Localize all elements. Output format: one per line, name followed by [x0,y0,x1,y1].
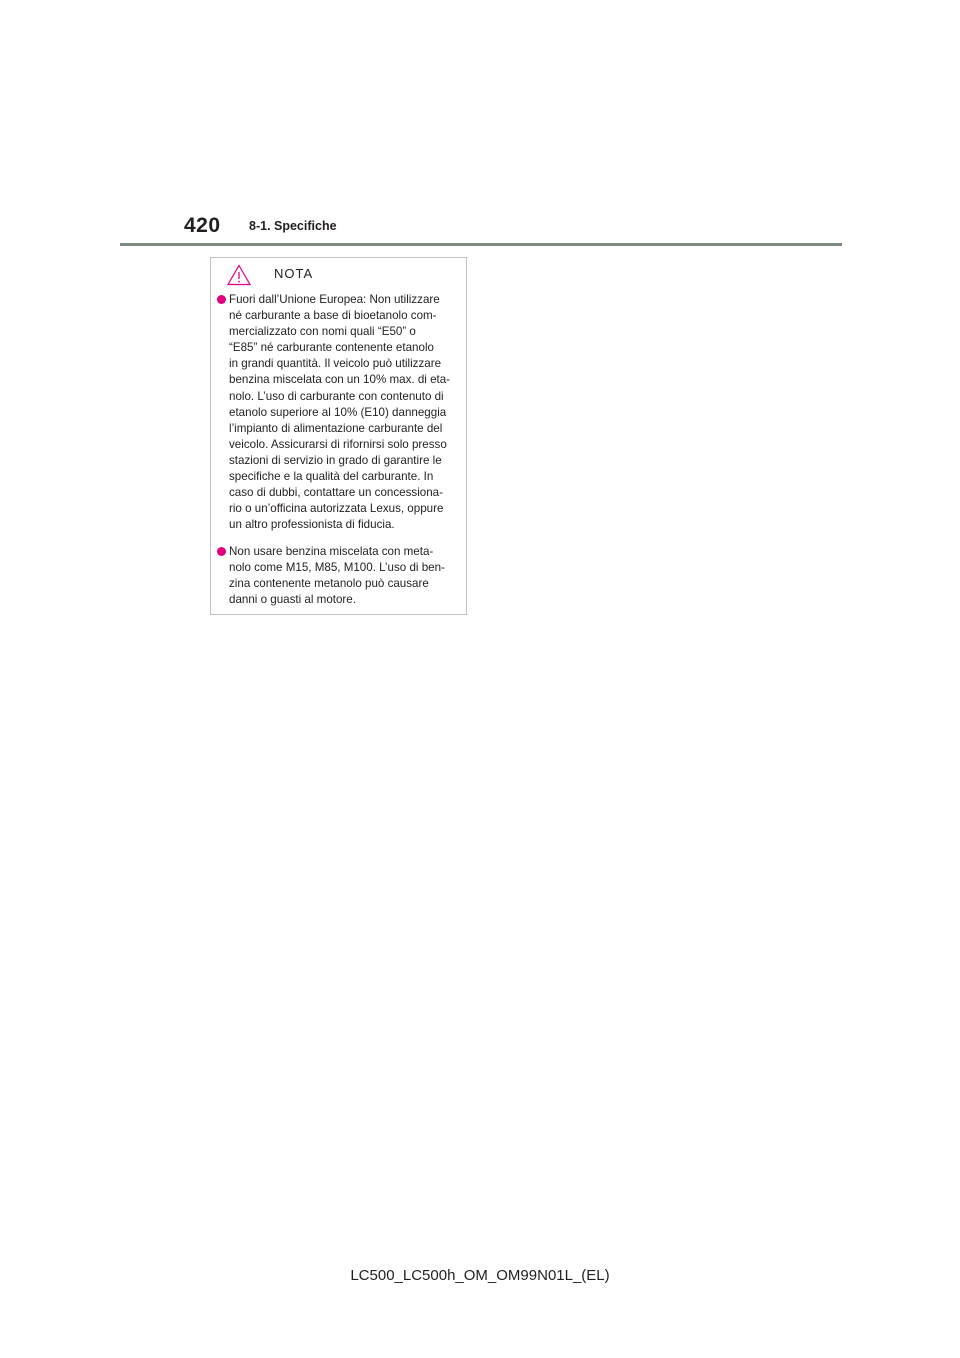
note-box [210,257,467,615]
note-item-text: Fuori dall’Unione Europea: Non utilizzare né carburante a base di bioetanolo com- mercializzato con nomi quali “E50” o “E85” né carburante contenente etanolo in grandi quantità. Il veicolo può utilizzare benzina miscelata con un 10% max. di eta- nolo. L’uso di carburante con contenuto di etanolo superiore al 10% (E10) danneggia l’impianto di alimentazione carburante del veicolo. Assicurarsi di rifornirsi solo presso stazioni di servizio in grado di garantire le specifiche e la qualità del carburante. In caso di dubbi, contattare un concessiona- rio o un’officina autorizzata Lexus, oppure un altro professionista di fiducia. [229,293,451,532]
manual-code: LC500_LC500h_OM_OM99N01L_(EL) [350,1267,610,1284]
warning-triangle-icon [227,264,251,286]
note-label: NOTA [274,266,314,281]
note-item [217,292,461,533]
bullet-icon [217,295,226,304]
bullet-icon [217,547,226,556]
header-divider [120,243,842,246]
note-item [217,544,461,608]
note-item-text: Non usare benzina miscelata con meta- nolo come M15, M85, M100. L’uso di ben- zina contenente metanolo può causare danni o guasti al motore. [229,545,445,607]
section-title: 8-1. Specifiche [249,219,337,233]
page-number: 420 [184,214,221,237]
